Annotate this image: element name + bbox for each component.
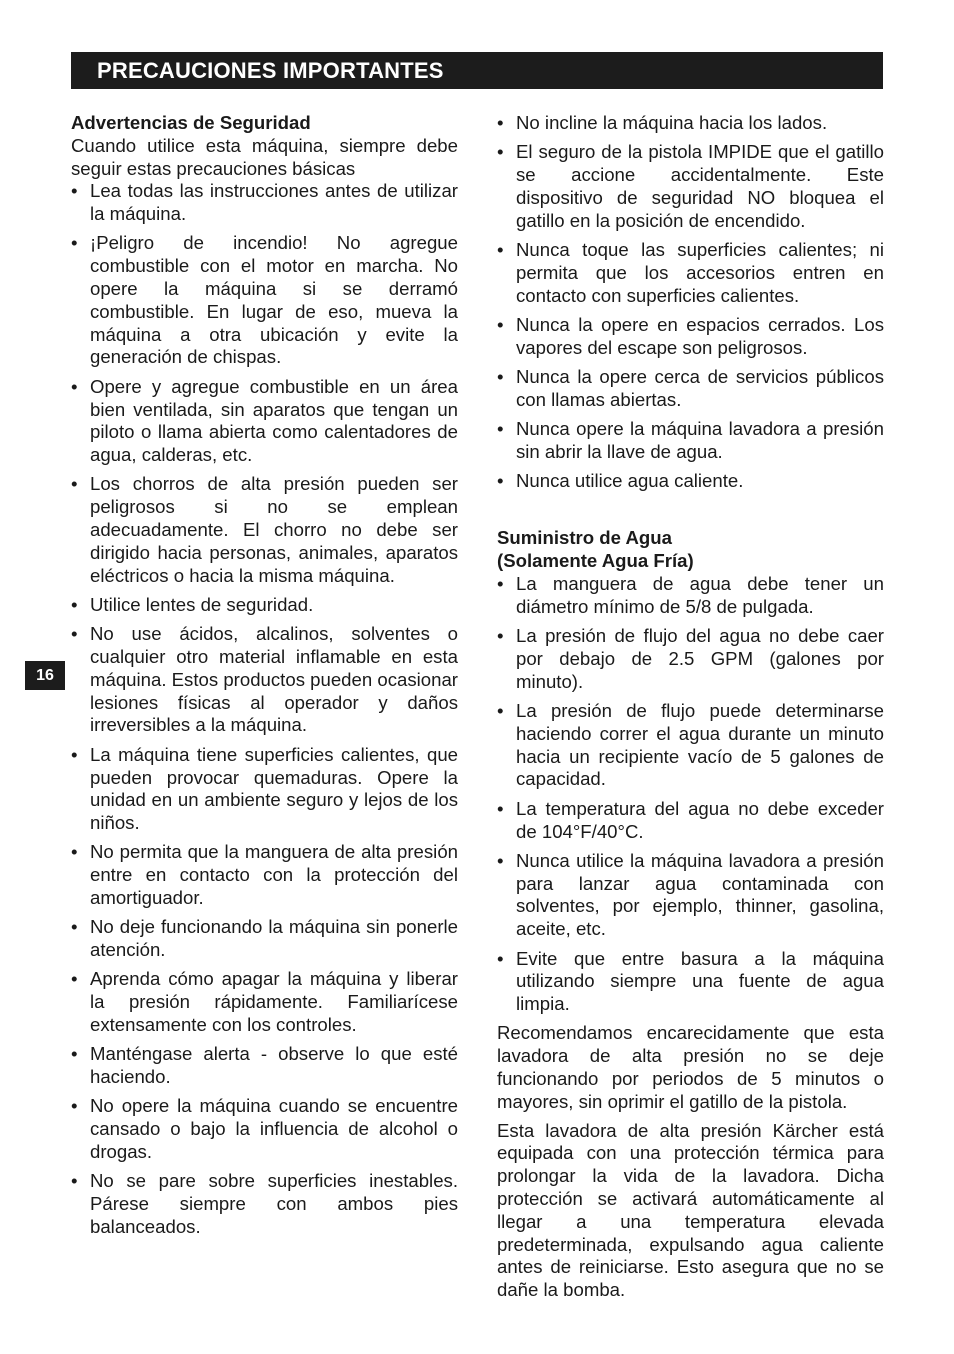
list-item: • Manténgase alerta - observe lo que esté haciendo. [71,1043,458,1089]
thermal-protection-paragraph: Esta lavadora de alta presión Kärcher está equipada con una protección térmica para prolongar la vida de la lavadora. Dicha protección se activará automáticamente al llegar a una temperatura elevada predeterminada, expulsando agua caliente antes de reiniciarse. Esto asegura que no se dañe la bomba. [497,1119,884,1301]
list-item: • La temperatura del agua no debe exceder de 104°F/40°C. [497,798,884,844]
section-title-bar [71,52,883,89]
list-item: • Nunca la opere en espacios cerrados. Los vapores del escape son peligrosos. [497,314,884,360]
list-item: • Nunca la opere cerca de servicios públicos con llamas abiertas. [497,366,884,412]
list-item: • Opere y agregue combustible en un área bien ventilada, sin aparatos que tengan un piloto o llama abierta como calentadores de agua, calderas, etc. [71,376,458,467]
list-item: • ¡Peligro de incendio! No agregue combustible con el motor en marcha. No opere la máquina si se derramó combustible. En lugar de eso, mueva la máquina a otra ubicación y evite la generación de chispas. [71,232,458,369]
left-column [71,112,458,1245]
water-supply-heading-line1: Suministro de Agua [497,527,672,549]
list-item: • Lea todas las instrucciones antes de utilizar la máquina. [71,180,458,226]
safety-warnings-heading: Advertencias de Seguridad [71,112,311,133]
list-item: • Nunca utilice agua caliente. [497,470,884,493]
list-item: • La máquina tiene superficies calientes, que pueden provocar quemaduras. Opere la unidad en un ambiente seguro y lejos de los niños. [71,744,458,835]
list-item: • No use ácidos, alcalinos, solventes o cualquier otro material inflamable en esta máquina. Estos productos pueden ocasionar lesiones físicas al operador y daños irreversibles a la máquina. [71,623,458,737]
list-item: • Aprenda cómo apagar la máquina y liberar la presión rápidamente. Familiarícese extensamente con los controles. [71,968,458,1036]
list-item: • No opere la máquina cuando se encuentre cansado o bajo la influencia de alcohol o drogas. [71,1095,458,1163]
list-item: • La presión de flujo puede determinarse haciendo correr el agua durante un minuto hacia un recipiente vacío de 5 galones de capacidad. [497,700,884,791]
list-item: • No incline la máquina hacia los lados. [497,112,884,135]
safety-intro: Cuando utilice esta máquina, siempre debe seguir estas precauciones básicas [71,134,458,179]
page-number-tab [25,661,65,690]
water-supply-heading-line2: (Solamente Agua Fría) [497,550,694,572]
list-item: • Evite que entre basura a la máquina utilizando siempre una fuente de agua limpia. [497,948,884,1016]
list-item: • Utilice lentes de seguridad. [71,594,458,617]
list-item: • No deje funcionando la máquina sin ponerle atención. [71,916,458,962]
page-number: 16 [36,667,54,684]
list-item: • No se pare sobre superficies inestables. Párese siempre con ambos pies balanceados. [71,1170,458,1238]
safety-list [71,180,458,1238]
safety-list-continued [497,112,884,493]
list-item: • Nunca toque las superficies calientes; ni permita que los accesorios entren en contacto con superficies calientes. [497,239,884,307]
list-item: • La presión de flujo del agua no debe caer por debajo de 2.5 GPM (galones por minuto). [497,625,884,693]
water-supply-list [497,573,884,1016]
list-item: • La manguera de agua debe tener un diámetro mínimo de 5/8 de pulgada. [497,573,884,619]
water-supply-heading [497,527,884,573]
list-item: • Los chorros de alta presión pueden ser peligrosos si no se emplean adecuadamente. El chorro no debe ser dirigido hacia personas, animales, aparatos eléctricos o hacia la misma máquina. [71,473,458,587]
list-item: • Nunca utilice la máquina lavadora a presión para lanzar agua contaminada con solventes, por ejemplo, thinner, gasolina, aceite, etc. [497,850,884,941]
list-item: • No permita que la manguera de alta presión entre en contacto con la protección del amortiguador. [71,841,458,909]
recommendation-paragraph: Recomendamos encarecidamente que esta lavadora de alta presión no se deje funcionando por periodos de 5 minutos o mayores, sin oprimir el gatillo de la pistola. [497,1022,884,1112]
right-column [497,112,884,1302]
section-title: PRECAUCIONES IMPORTANTES [97,58,444,83]
list-item: • Nunca opere la máquina lavadora a presión sin abrir la llave de agua. [497,418,884,464]
list-item: • El seguro de la pistola IMPIDE que el gatillo se accione accidentalmente. Este dispositivo de seguridad NO bloquea el gatillo en la posición de encendido. [497,141,884,232]
